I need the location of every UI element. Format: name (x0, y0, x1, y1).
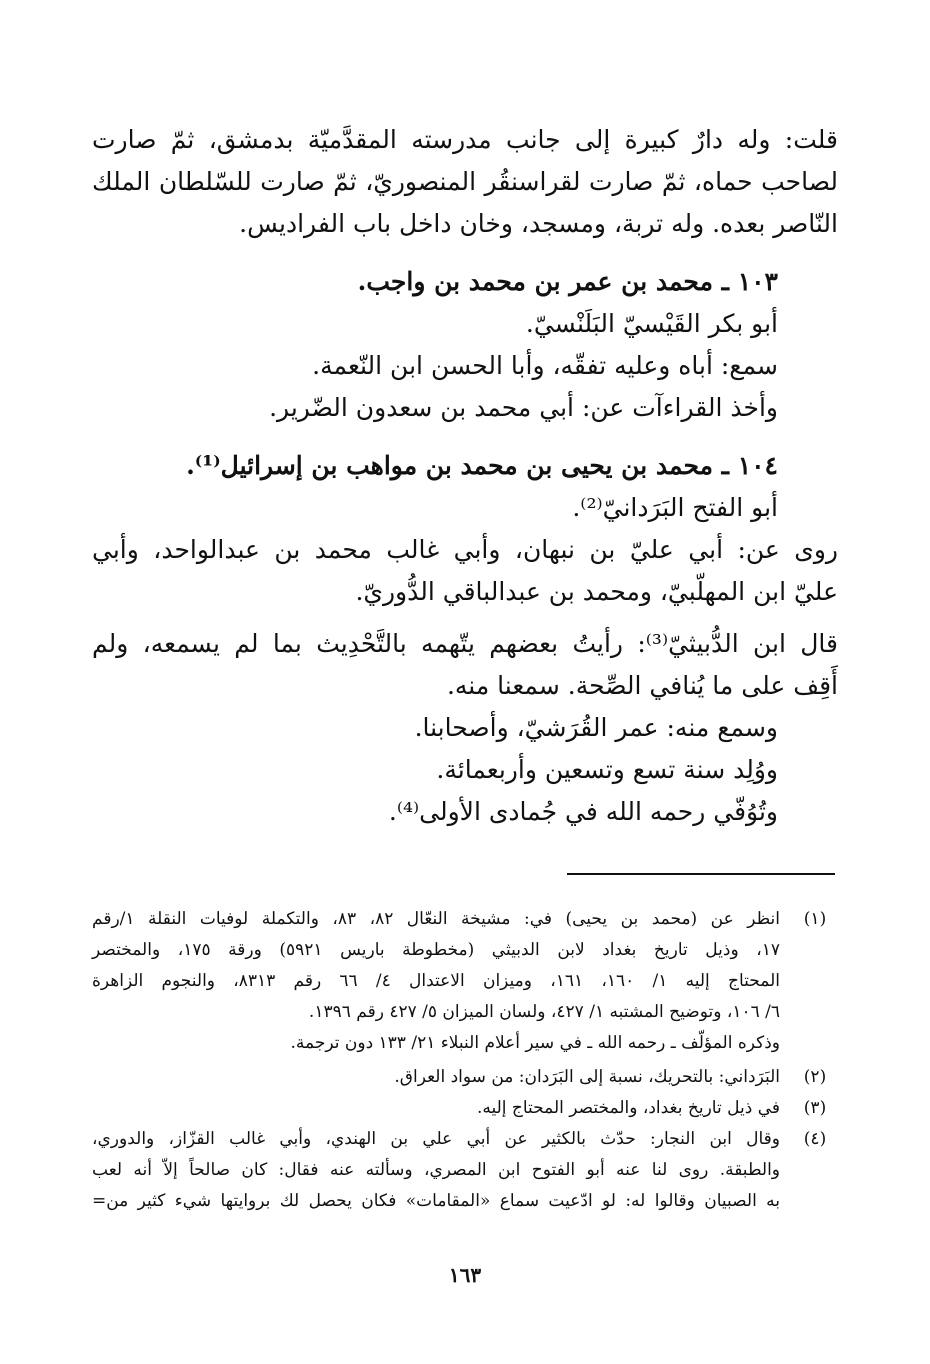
body-line: أبو الفتح البَرَدانيّ⁽²⁾. (572, 493, 778, 522)
footnote-line: المحتاج إليه ١/ ١٦٠، ١٦١، وميزان الاعتدال ٤/ ٦٦ رقم ٨٣١٣، والنجوم الزاهرة (92, 971, 781, 991)
body-line: أبو بكر القَيْسيّ البَلَنْسيّ. (525, 309, 778, 338)
footnote-line: ١٧، وذيل تاريخ بغداد لابن الدبيثي (مخطوطة باريس ٥٩٢١) ورقة ١٧٥، والمختصر (92, 940, 780, 960)
body-line: ووُلِد سنة تسع وتسعين وأربعمائة. (436, 755, 778, 784)
footnote-line: انظر عن (محمد بن يحيى) في: مشيخة النعّال ٨٢، ٨٣، والتكملة لوفيات النقلة ١/رقم (92, 909, 780, 929)
footnote-line: وذكره المؤلّف ـ رحمه الله ـ في سير أعلام النبلاء ٢١/ ١٣٣ دون ترجمة. (290, 1033, 780, 1053)
body-line: عليّ ابن المهلّبيّ، ومحمد بن عبدالباقي الدُّوريّ. (355, 577, 838, 606)
footnote-number: (٤) (803, 1129, 827, 1149)
footnote-number: (٢) (803, 1067, 827, 1087)
body-line: وأخذ القراءآت عن: أبي محمد بن سعدون الضّرير. (269, 393, 778, 422)
body-line: وسمع منه: عمر القُرَشيّ، وأصحابنا. (414, 713, 778, 742)
body-line: وتُوُفّي رحمه الله في جُمادى الأولى⁽⁴⁾. (388, 797, 778, 826)
body-line: قال ابن الدُّبيثيّ⁽³⁾: رأيتُ بعضهم يتّهمه بالتَّحْدِيث بما لم يسمعه، ولم (92, 629, 838, 658)
footnote-line: وقال ابن النجار: حدّث بالكثير عن أبي علي بن الهندي، وأبي غالب القزّاز، والدوري، (92, 1129, 780, 1149)
footnote-line: ٦/ ١٠٦، وتوضيح المشتبه ١/ ٤٢٧، ولسان الميزان ٥/ ٤٢٧ رقم ١٣٩٦. (308, 1002, 780, 1022)
body-line: لصاحب حماه، ثمّ صارت لقراسنقُر المنصوريّ، ثمّ صارت للسّلطان الملك (92, 167, 838, 196)
footnote-line: به الصبيان وقالوا له: لو ادّعيت سماع «المقامات» فكان يحصل لك بروايتها شيء كثير من= (92, 1191, 780, 1211)
footnote-line: والطبقة. روى لنا عنه أبو الفتوح ابن المصري، وسألته عنه فقال: كان صالحاً إلاّ أنه لعب (92, 1160, 780, 1180)
footnote-separator (567, 873, 835, 875)
footnote-line: البَرَداني: بالتحريك، نسبة إلى البَرَدان: من سواد العراق. (394, 1067, 780, 1087)
page-number: ١٦٣ (448, 1263, 482, 1287)
body-line: أَقِف على ما يُنافي الصِّحة. سمعنا منه. (446, 671, 838, 700)
body-line: قلت: وله دارٌ كبيرة إلى جانب مدرسته المقدَّميّة بدمشق، ثمّ صارت (92, 125, 838, 154)
footnote-number: (٣) (803, 1098, 827, 1118)
body-line: النّاصر بعده. وله تربة، ومسجد، وخان داخل باب الفراديس. (239, 209, 838, 238)
entry-heading-103: ١٠٣ ـ محمد بن عمر بن محمد بن واجب. (357, 267, 778, 296)
entry-heading-104: ١٠٤ ـ محمد بن يحيى بن محمد بن مواهب بن إسرائيل⁽¹⁾. (186, 451, 778, 480)
footnote-number: (١) (803, 909, 827, 929)
footnote-line: في ذيل تاريخ بغداد، والمختصر المحتاج إليه. (476, 1098, 780, 1118)
body-line: روى عن: أبي عليّ بن نبهان، وأبي غالب محمد بن عبدالواحد، وأبي (92, 535, 838, 564)
body-line: سمع: أباه وعليه تفقّه، وأبا الحسن ابن النّعمة. (312, 351, 778, 380)
